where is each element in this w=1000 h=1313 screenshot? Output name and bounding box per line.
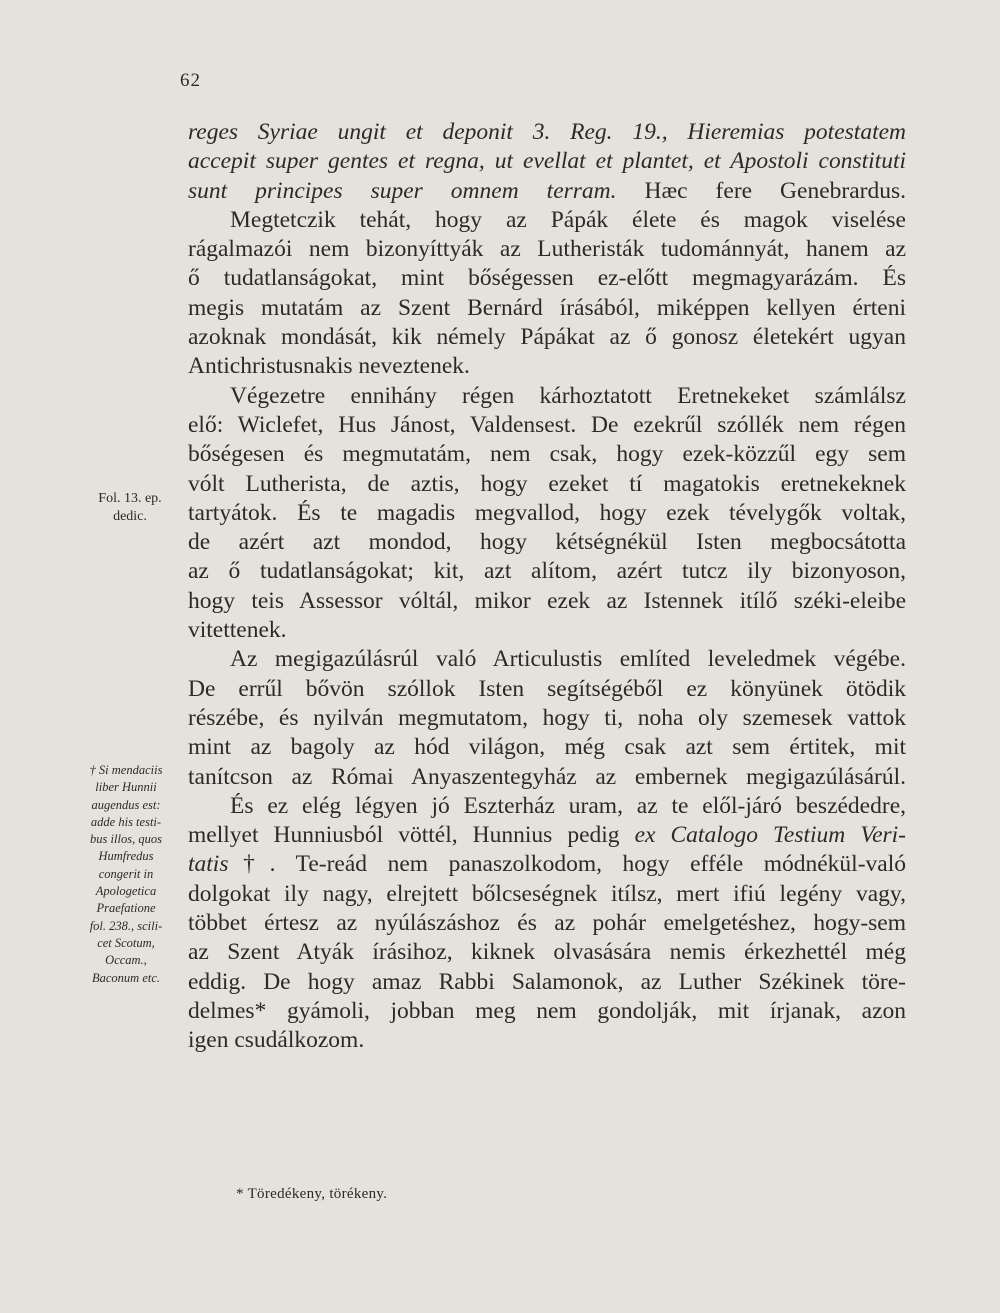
text-line: megis mutatám az Szent Bernárd írásából, miképpen kellyen érteni xyxy=(188,294,906,321)
text-span: Hæc fere Genebrardus. xyxy=(616,177,906,204)
margin-note-line: bus illos, quos xyxy=(90,832,162,847)
text-line: tartyátok. És te magadis megvallod, hogy ezek tévelygők voltak, xyxy=(188,499,906,526)
text-line xyxy=(188,997,906,1026)
text-line: részébe, és nyilván megmutatom, hogy ti, noha oly szemesek vattok xyxy=(188,704,906,731)
text-line: És ez elég légyen jó Eszterház uram, az te elől-járó beszédedre, xyxy=(230,792,906,819)
text-span: tatis xyxy=(188,851,229,878)
margin-note-line: Apologetica xyxy=(95,884,157,899)
text-line: mint az bagoly az hód világon, még csak azt sem értitek, mit xyxy=(188,734,906,761)
margin-note-line: Occam., xyxy=(105,953,147,968)
text-line: többet értesz az nyúlászáshoz és az pohár emelgetéshez, hogy-sem xyxy=(188,910,906,937)
margin-note-line: Baconum etc. xyxy=(91,970,161,985)
footnote-mark: * xyxy=(254,997,267,1024)
text-line: elő: Wiclefet, Hus Jánost, Valdensest. De ezekrűl szóllék nem régen xyxy=(188,411,906,438)
text-line xyxy=(188,821,906,850)
text-line: Végezetre ennihány régen kárhoztatott Eretnekeket számlálsz xyxy=(230,382,906,409)
text-span: delmes xyxy=(188,997,255,1024)
page-number: 62 xyxy=(180,70,201,91)
margin-note-line: fol. 238., scili- xyxy=(89,918,163,933)
text-span: mellyet Hunniusból vöttél, Hunnius pedig xyxy=(188,822,635,849)
text-line: az ő tudatlanságokat; kit, azt alítom, azért tutcz ily bizonyoson, xyxy=(188,558,906,585)
text-line: igen csudálkozom. xyxy=(188,1027,365,1054)
text-line: de azért azt mondod, hogy kétségnékül Isten megbocsátotta xyxy=(188,529,906,556)
margin-note-line: Praefatione xyxy=(96,901,156,916)
text-line: dolgokat ily nagy, elrejtett bőlcseségnek itílsz, mert ifiú legény vagy, xyxy=(188,880,906,907)
text-span: . Te-reád nem panaszolkodom, hogy efféle módnékül-való xyxy=(269,851,906,878)
text-line: ő tudatlanságokat, mint bőségessen ez-előtt megmagyarázám. És xyxy=(188,265,906,292)
margin-note-line: liber Hunnii xyxy=(95,780,157,795)
text-span: gyámoli, jobban meg nem gondolják, mit írjanak, azon xyxy=(266,997,906,1024)
margin-note-hunnius xyxy=(70,762,182,987)
text-line xyxy=(188,177,906,206)
main-text xyxy=(188,118,906,1056)
text-line: eddig. De hogy amaz Rabbi Salamonok, az Luther Székinek töre- xyxy=(188,968,906,995)
margin-note-line: augendus est: xyxy=(91,797,161,812)
margin-note-line: † Si mendaciis xyxy=(89,763,163,777)
text-line: reges Syriae ungit et deponit 3. Reg. 19., Hieremias potestatem xyxy=(188,119,906,145)
text-line: rágalmazói nem bizonyíttyák az Lutheristák tudománnyát, hanem az xyxy=(188,236,906,263)
text-line: azoknak mondását, kik némely Pápákat az ő gonosz életekért ugyan xyxy=(188,324,906,351)
margin-note-fol xyxy=(80,490,180,526)
text-line: Antichristusnakis neveztenek. xyxy=(188,353,470,380)
text-line: vitettenek. xyxy=(188,617,287,644)
margin-note-line: Fol. 13. ep. xyxy=(98,491,162,506)
text-line: bőségesen és megmutatám, nem csak, hogy ezek-közzűl egy sem xyxy=(188,441,906,468)
margin-note-line: cet Scotum, xyxy=(97,935,155,950)
text-line xyxy=(188,850,906,879)
margin-note-line: dedic. xyxy=(113,509,147,524)
margin-note-line: congerit in xyxy=(98,866,154,881)
text-line: accepit super gentes et regna, ut evellat et plantet, et Apostoli constituti xyxy=(188,148,906,175)
text-line: hogy teis Assessor vóltál, mikor ezek az Istennek itílő széki-eleibe xyxy=(188,587,906,614)
text-line: vólt Lutherista, de aztis, hogy ezeket tí magatokis eretnekeknek xyxy=(188,470,906,497)
margin-note-line: Humfredus xyxy=(98,849,154,864)
text-span: ex Catalogo Testium Veri- xyxy=(634,822,906,849)
text-line: Az megigazúlásrúl való Articulustis említed leveledmek végébe. xyxy=(230,646,906,673)
footnote: * Töredékeny, törékeny. xyxy=(236,1186,388,1202)
text-line: Megtetczik tehát, hogy az Pápák élete és magok viselése xyxy=(230,206,906,233)
text-span: sunt principes super omnem terram. xyxy=(188,177,617,204)
text-line: De errűl bővön szóllok Isten segítségéből ez könyünek ötödik xyxy=(188,675,906,702)
text-line: az Szent Atyák írásihoz, kiknek olvasására nemis érkezhettél még xyxy=(188,939,906,966)
text-line: tanítcson az Római Anyaszentegyház az embernek megigazúlásárúl. xyxy=(188,763,906,790)
margin-note-line: adde his testi- xyxy=(90,814,162,829)
footnote-mark: † xyxy=(228,851,270,878)
